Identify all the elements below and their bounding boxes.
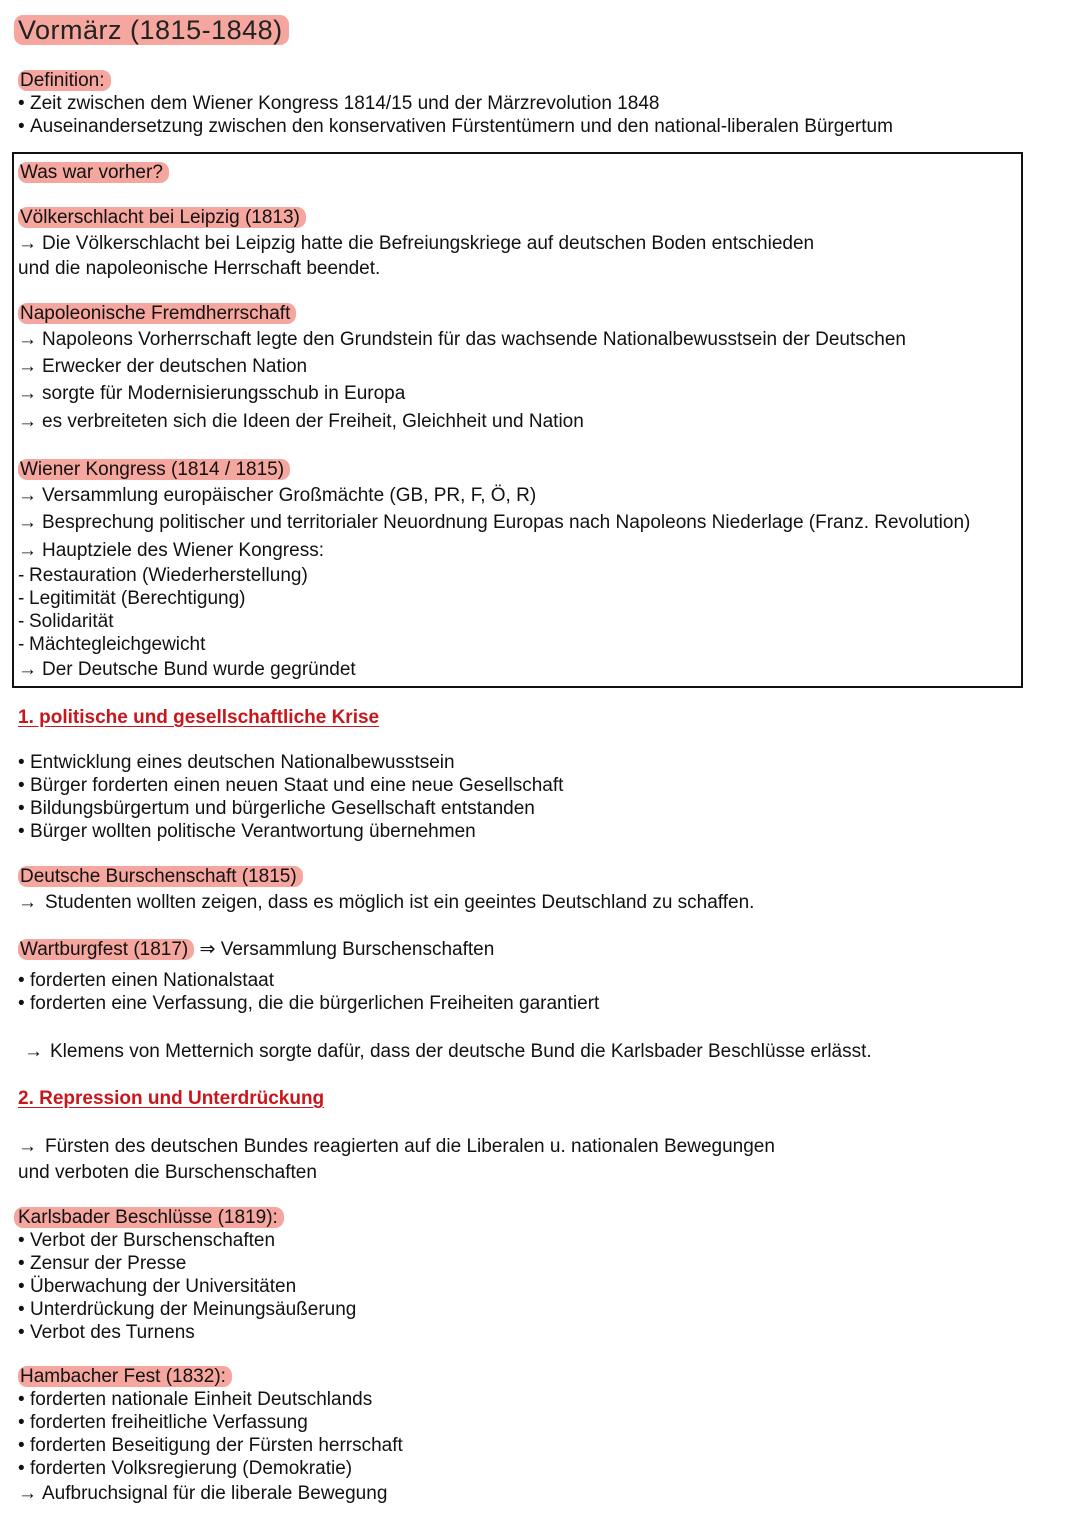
arrow-icon: → [18,383,37,404]
definition-label: Definition: [18,69,111,92]
wien-heading: Wiener Kongress (1814 / 1815) [18,458,290,481]
wartburg-item: • forderten einen Nationalstaat [18,969,274,992]
section2-line: und verboten die Burschenschaften [18,1162,317,1183]
karlsbad-item: • Zensur der Presse [18,1252,186,1275]
arrow-icon: → [18,485,37,506]
wien-goal: - Restauration (Wiederherstellung) [18,565,308,586]
wien-item: → Versammlung europäischer Großmächte (GB, PR, F, Ö, R) [18,485,537,506]
leipzig-line: und die napoleonische Herrschaft beendet. [18,258,381,279]
arrow-icon: → [18,892,37,913]
definition-item: • Zeit zwischen dem Wiener Kongress 1814/15 und der Märzrevolution 1848 [18,92,659,115]
arrow-icon: → [18,356,37,377]
section1-item: • Entwicklung eines deutschen Nationalbewusstsein [18,751,455,774]
wien-result: → Der Deutsche Bund wurde gegründet [18,659,356,680]
arrow-icon: → [18,329,37,350]
arrow-icon: → [18,512,37,533]
napoleon-item: → es verbreiteten sich die Ideen der Freiheit, Gleichheit und Nation [18,411,584,432]
karlsbad-item: • Unterdrückung der Meinungsäußerung [18,1298,356,1321]
arrow-icon: → [18,1483,37,1504]
karlsbad-item: • Verbot des Turnens [18,1321,195,1344]
page-title: Vormärz (1815-1848) [14,13,289,47]
wartburg-item: • forderten eine Verfassung, die die bürgerlichen Freiheiten garantiert [18,992,599,1015]
napoleon-item: → Napoleons Vorherrschaft legte den Grundstein für das wachsende Nationalbewusstsein der Deutschen [18,329,906,350]
section1-item: • Bürger forderten einen neuen Staat und eine neue Gesellschaft [18,774,563,797]
hambach-item: • forderten Beseitigung der Fürsten herrschaft [18,1434,403,1457]
section1-heading: 1. politische und gesellschaftliche Krise [18,707,380,728]
arrow-icon: → [18,540,37,561]
wien-item: → Besprechung politischer und territorialer Neuordnung Europas nach Napoleons Niederlage (Franz. Revolution) [18,512,971,533]
burschenschaft-heading: Deutsche Burschenschaft (1815) [18,865,303,888]
wien-goal: - Mächtegleichgewicht [18,634,206,655]
burschenschaft-text: → Studenten wollten zeigen, dass es möglich ist ein geeintes Deutschland zu schaffen. [18,892,755,913]
hambach-heading: Hambacher Fest (1832): [18,1365,232,1388]
arrow-icon: → [18,233,37,254]
leipzig-line: → Die Völkerschlacht bei Leipzig hatte die Befreiungskriege auf deutschen Boden entschieden [18,233,815,254]
wien-goal: - Legitimität (Berechtigung) [18,588,246,609]
arrow-icon: → [18,411,37,432]
before-label: Was war vorher? [18,161,169,184]
karlsbad-item: • Überwachung der Universitäten [18,1275,296,1298]
hambach-item: • forderten freiheitliche Verfassung [18,1411,308,1434]
hambach-item: • forderten Volksregierung (Demokratie) [18,1457,352,1480]
wien-goal: - Solidarität [18,611,114,632]
section1-item: • Bildungsbürgertum und bürgerliche Gesellschaft entstanden [18,797,535,820]
hambach-item: • forderten nationale Einheit Deutschlands [18,1388,372,1411]
hambach-result: → Aufbruchsignal für die liberale Bewegung [18,1483,388,1504]
napoleon-item: → sorgte für Modernisierungsschub in Europa [18,383,406,404]
leipzig-heading: Völkerschlacht bei Leipzig (1813) [18,206,306,229]
karlsbad-heading: Karlsbader Beschlüsse (1819): [14,1206,284,1229]
section2-line: → Fürsten des deutschen Bundes reagierten auf die Liberalen u. nationalen Bewegungen [18,1136,775,1157]
napoleon-item: → Erwecker der deutschen Nation [18,356,308,377]
definition-item: • Auseinandersetzung zwischen den konservativen Fürstentümern und den national-liberalen Bürgertum [18,115,893,138]
metternich-note: → Klemens von Metternich sorgte dafür, dass der deutsche Bund die Karlsbader Beschlüsse erlässt. [24,1041,872,1062]
section2-heading: 2. Repression und Unterdrückung [18,1088,325,1109]
arrow-icon: → [18,1136,37,1157]
karlsbad-item: • Verbot der Burschenschaften [18,1229,275,1252]
section1-item: • Bürger wollten politische Verantwortung übernehmen [18,820,476,843]
napoleon-heading: Napoleonische Fremdherrschaft [18,302,296,325]
wartburg-heading: Wartburgfest (1817) ⇒ Versammlung Burschenschaften [20,939,495,960]
arrow-icon: → [24,1041,43,1062]
arrow-icon: → [18,659,37,680]
wien-item: → Hauptziele des Wiener Kongress: [18,540,324,561]
